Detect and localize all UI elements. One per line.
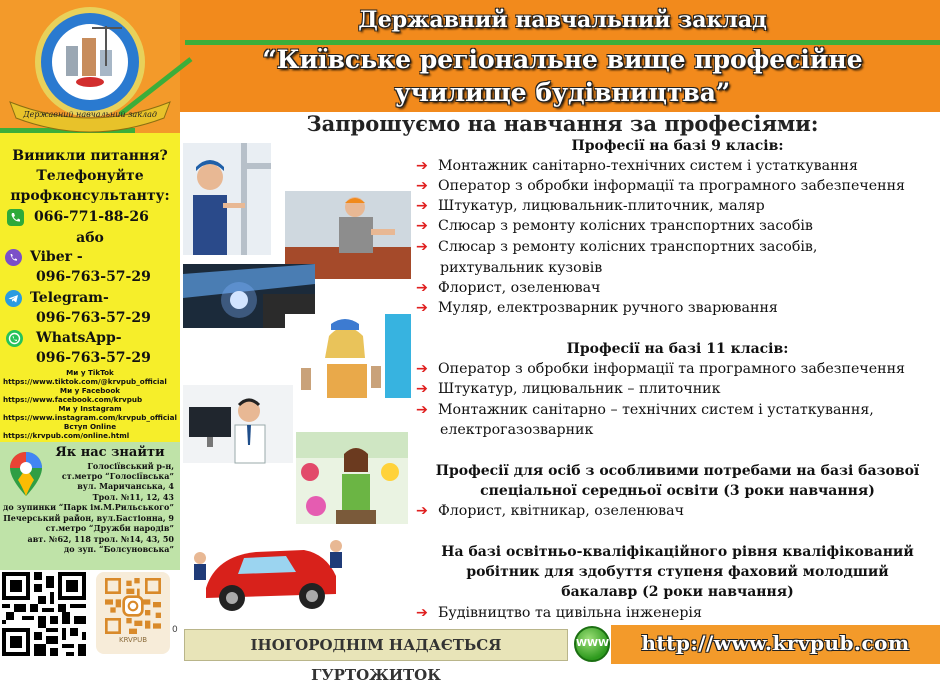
qr-code[interactable] [2, 572, 86, 656]
base11-item: ➔ Оператор з обробки інформації та програмного забезпечення [416, 361, 906, 377]
viber-label: Viber - [30, 249, 83, 265]
special-needs-heading-2: спеціальної середньої освіти (3 роки навчання) [480, 483, 875, 499]
www-globe-icon: WWW [574, 626, 610, 662]
plumber-photo [183, 143, 271, 255]
contacts-call: Телефонуйте [36, 168, 144, 184]
base9-item: ➔ Флорист, озеленювач [416, 280, 601, 296]
bachelor-heading-3: бакалавр (2 роки навчання) [561, 584, 794, 600]
online-label: Вступ Online [63, 422, 117, 431]
website-link[interactable]: http://www.krvpub.com [611, 625, 940, 664]
instagram-label: Ми у Instagram [58, 404, 122, 413]
base9-item: ➔ Муляр, електрозварник ручного зварювання [416, 300, 778, 316]
bachelor-heading-2: робітник для здобуття ступеня фаховий молодший [466, 564, 889, 580]
address-line-2: ст.метро “Голосіївська” [61, 471, 174, 481]
special-needs-heading-1: Професії для осіб з особливими потребами на базі базової [435, 463, 920, 479]
base9-item: ➔ Монтажник санітарно-технічних систем і устаткування [416, 158, 858, 174]
address-line-8: авт. №62, 118 трол. №14, 43, 50 [27, 534, 174, 544]
arrow-right-icon: ➔ [416, 158, 428, 174]
arrow-right-icon: ➔ [416, 381, 428, 397]
header-title-line1: Державний навчальний заклад [358, 7, 767, 33]
facebook-label: Ми у Facebook [59, 386, 121, 395]
address-line-4: Трол. №11, 12, 43 [92, 492, 174, 502]
instagram-qr-code [105, 578, 161, 634]
dormitory-notice: ІНОГОРОДНІМ НАДАЄТЬСЯ ГУРТОЖИТОК [184, 629, 568, 661]
base9-item: ➔ Слюсар з ремонту колісних транспортних засобів, [416, 239, 818, 255]
stray-mark: 0 [172, 625, 178, 635]
address-line-9: до зуп. “Болсуновська” [63, 544, 174, 554]
base11-item-continued: електрогазозварник [440, 422, 594, 438]
arrow-right-icon: ➔ [416, 198, 428, 214]
address-line-6: Печерський район, вул.Бастіонна, 9 [3, 513, 174, 523]
special-needs-item: ➔ Флорист, квітникар, озеленювач [416, 503, 684, 519]
telegram-phone[interactable]: 096-763-57-29 [36, 310, 151, 326]
header-title-line3: училище будівництва” [394, 78, 731, 107]
instagram-link[interactable]: https://www.instagram.com/krvpub_official [3, 413, 177, 422]
college-logo [6, 6, 174, 126]
arrow-right-icon: ➔ [416, 239, 428, 255]
online-link[interactable]: https://krvpub.com/online.html [3, 431, 130, 440]
arrow-right-icon: ➔ [416, 218, 428, 234]
contacts-question: Виникли питання? [12, 148, 168, 164]
invite-heading: Запрошуємо на навчання за професіями: [306, 111, 819, 136]
arrow-right-icon: ➔ [416, 361, 428, 377]
tiktok-label: Ми у TikTok [66, 368, 114, 377]
address-line-1: Голосіївський р-н, [87, 461, 174, 471]
phone-icon [7, 209, 24, 226]
arrow-right-icon: ➔ [416, 605, 428, 621]
bachelor-heading-1: На базі освітньо-кваліфікаційного рівня кваліфікований [441, 544, 914, 560]
painter-photo [285, 314, 411, 398]
base9-item: ➔ Оператор з обробки інформації та програмного забезпечення [416, 178, 906, 194]
instagram-qr-caption: KRVPUB [118, 636, 147, 644]
florist-photo [296, 432, 408, 524]
facebook-link[interactable]: https://www.facebook.com/krvpub [3, 395, 143, 404]
tiktok-link[interactable]: https://www.tiktok.com/@krvpub_official [3, 377, 167, 386]
phone-number-1[interactable]: 066-771-88-26 [34, 209, 149, 225]
arrow-right-icon: ➔ [416, 503, 428, 519]
base11-item: ➔ Штукатур, лицювальник – плиточник [416, 381, 721, 397]
arrow-right-icon: ➔ [416, 178, 428, 194]
contacts-consultant: профконсультанту: [10, 188, 170, 204]
telegram-icon [5, 290, 22, 307]
address-line-5: до зупинки “Парк ім.М.Рильського” [2, 502, 174, 512]
base9-heading: Професії на базі 9 класів: [571, 138, 784, 154]
operator-photo [183, 385, 293, 463]
whatsapp-label: WhatsApp- [36, 330, 122, 346]
telegram-label: Telegram- [30, 290, 109, 306]
whatsapp-phone[interactable]: 096-763-57-29 [36, 350, 151, 366]
header-title-line2: “Київське регіональне вище професійне [262, 45, 863, 74]
arrow-right-icon: ➔ [416, 280, 428, 296]
whatsapp-icon [6, 330, 23, 347]
contacts-or: або [76, 230, 104, 246]
car-mechanic-photo [186, 528, 346, 620]
base11-item: ➔ Монтажник санітарно – технічних систем і устаткування, [416, 402, 874, 418]
instagram-qr-card[interactable] [96, 572, 170, 654]
address-line-7: ст.метро “Дружби народів” [45, 523, 174, 533]
arrow-right-icon: ➔ [416, 402, 428, 418]
svg-text:Державний навчальний заклад: Державний навчальний заклад [23, 110, 157, 119]
viber-icon [5, 249, 22, 266]
base9-item-continued: рихтувальник кузовів [440, 260, 603, 276]
find-us-heading: Як нас знайти [55, 445, 165, 460]
base9-item: ➔ Слюсар з ремонту колісних транспортних засобів [416, 218, 813, 234]
bachelor-item: ➔ Будівництво та цивільна інженерія [416, 605, 702, 621]
viber-phone[interactable]: 096-763-57-29 [36, 269, 151, 285]
address-line-3: вул. Маричанська, 4 [77, 481, 174, 491]
arrow-right-icon: ➔ [416, 300, 428, 316]
base11-heading: Професії на базі 11 класів: [566, 341, 789, 357]
base9-item: ➔ Штукатур, лицювальник-плиточник, маляр [416, 198, 765, 214]
